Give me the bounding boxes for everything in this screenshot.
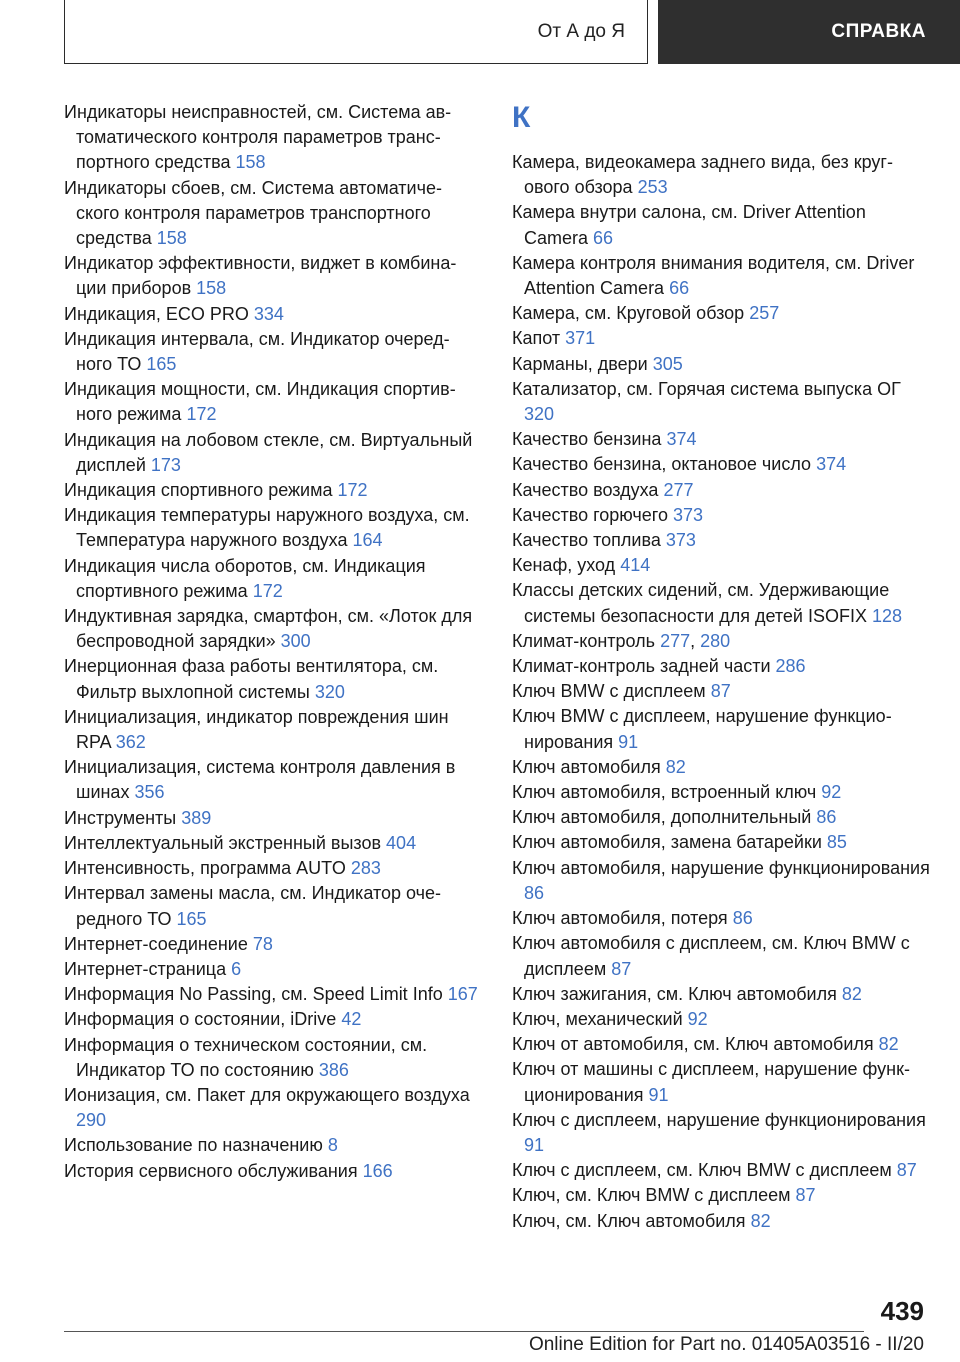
page-reference-link[interactable]: 82: [878, 1034, 899, 1055]
index-entry-text: Качество бензина: [512, 429, 662, 450]
index-entry-text: Индикация интервала, см. Индикатор очередного ТО: [64, 328, 450, 375]
index-entry: [512, 528, 930, 553]
header-section-title: От А до Я: [537, 20, 625, 42]
index-entry: [64, 302, 479, 327]
page-reference-link[interactable]: 82: [750, 1210, 771, 1231]
index-list-right: [512, 150, 930, 1234]
footer-edition: Online Edition for Part no. 01405A03516 - II/20: [528, 1334, 924, 1355]
index-entry-text: Ключ, см. Ключ BMW с дисплеем: [512, 1185, 791, 1206]
index-entry-text: Ключ автомобиля, встроенный ключ: [512, 782, 817, 803]
page-reference-link[interactable]: 91: [618, 731, 639, 752]
index-entry: [64, 654, 479, 704]
page-reference-link[interactable]: 158: [196, 278, 227, 299]
page-reference-link[interactable]: 158: [156, 228, 187, 249]
section-letter: К: [512, 101, 531, 134]
index-entry-text: Инерционная фаза работы вентилятора, см. Фильтр выхлопной системы: [64, 656, 439, 702]
index-entry-text: Ионизация, см. Пакет для окружающего воздуха: [64, 1084, 470, 1105]
index-entry: [64, 1159, 479, 1184]
page-reference-link[interactable]: 164: [352, 530, 383, 551]
index-entry: [64, 377, 479, 427]
index-entry: [512, 427, 930, 452]
index-entry-text: Ключ зажигания, см. Ключ автомобиля: [512, 983, 837, 1004]
index-entry: [512, 1108, 930, 1158]
index-entry-text: Индикация спортивного режима: [64, 480, 333, 501]
index-entry-text: Качество воздуха: [512, 479, 659, 500]
index-entry: [64, 327, 479, 377]
index-entry-text: Индуктивная зарядка, смартфон, см. «Лоток для беспроводной зарядки»: [64, 606, 473, 652]
index-entry: [512, 452, 930, 477]
index-entry: [64, 957, 479, 982]
index-entry: [512, 906, 930, 931]
page-reference-link[interactable]: 165: [176, 908, 207, 929]
page-reference-link[interactable]: 87: [611, 958, 632, 979]
index-entry: [64, 755, 479, 805]
index-entry: [64, 1083, 479, 1133]
footer-divider: [64, 1331, 864, 1332]
page-reference-link[interactable]: 334: [253, 303, 284, 324]
index-entry-text: Климат-контроль: [512, 630, 656, 651]
index-entry-text: Качество бензина, октановое число: [512, 454, 812, 475]
index-entry-text: Ключ с дисплеем, нарушение функционирования: [512, 1109, 926, 1130]
index-entry: [64, 1033, 479, 1083]
index-entry: [512, 200, 930, 250]
index-entry: [512, 150, 930, 200]
page-reference-link[interactable]: 305: [652, 353, 683, 374]
index-entry-text: Ключ от машины с дисплеем, нарушение функционирования: [512, 1059, 910, 1105]
page-reference-link[interactable]: 371: [565, 328, 596, 349]
index-entry: [512, 553, 930, 578]
index-entry-text: Камера внутри салона, см. Driver Attention Camera: [512, 202, 866, 248]
index-entry: [512, 1007, 930, 1032]
page-reference-link[interactable]: 87: [896, 1160, 917, 1181]
index-entry: [64, 428, 479, 478]
index-entry-text: Индикаторы неисправностей, см. Система автоматического контроля параметров транспортного средства: [64, 102, 452, 173]
index-entry-text: Использование по назначению: [64, 1135, 323, 1156]
index-entry: [512, 578, 930, 628]
page-reference-link[interactable]: 373: [673, 504, 704, 525]
page-reference-link[interactable]: 66: [593, 227, 614, 248]
index-entry-text: Камера, см. Круговой обзор: [512, 303, 745, 324]
index-entry: [512, 755, 930, 780]
index-entry-text: Ключ, механический: [512, 1008, 683, 1029]
page-reference-link[interactable]: 374: [666, 429, 697, 450]
index-entry-text: Катализатор, см. Горячая система выпуска ОГ: [512, 378, 901, 399]
page-reference-link[interactable]: 86: [816, 807, 837, 828]
index-entry: [512, 830, 930, 855]
index-entry-text: Индикатор эффективности, виджет в комбинации приборов: [64, 253, 457, 299]
index-entry: [64, 831, 479, 856]
index-entry: [512, 982, 930, 1007]
index-column-left: [64, 100, 479, 1184]
page-reference-link[interactable]: 85: [826, 832, 847, 853]
index-entry: [512, 679, 930, 704]
page-reference-link[interactable]: 257: [749, 303, 780, 324]
index-entry-text: Ключ с дисплеем, см. Ключ BMW с дисплеем: [512, 1160, 892, 1181]
page-reference-link[interactable]: 404: [386, 832, 417, 853]
index-entry: [512, 805, 930, 830]
index-entry-text: Ключ от автомобиля, см. Ключ автомобиля: [512, 1034, 874, 1055]
index-entry-text: Ключ автомобиля, замена батарейки: [512, 832, 822, 853]
index-entry: [512, 1057, 930, 1107]
page-reference-link[interactable]: 78: [252, 933, 273, 954]
index-entry-text: Классы детских сидений, см. Удерживающие системы безопасности для детей ISOFIX: [512, 580, 890, 626]
index-entry-text: Ключ автомобиля с дисплеем, см. Ключ BMW с дисплеем: [512, 933, 910, 979]
index-entry: [64, 176, 479, 252]
page-reference-link[interactable]: 91: [648, 1084, 669, 1105]
index-entry-text: Информация о состоянии, iDrive: [64, 1009, 337, 1030]
index-entry: [64, 1007, 479, 1032]
page-reference-link[interactable]: 374: [816, 454, 847, 475]
index-entry: [64, 806, 479, 831]
page-reference-link[interactable]: 82: [665, 756, 686, 777]
index-entry-text: Ключ автомобиля: [512, 756, 661, 777]
index-entry: [64, 100, 479, 176]
page-reference-link[interactable]: 42: [341, 1009, 362, 1030]
index-entry: [64, 503, 479, 553]
page-reference-link[interactable]: 86: [732, 908, 753, 929]
page-reference-link[interactable]: 389: [181, 807, 212, 828]
page-reference-link[interactable]: 280: [700, 630, 731, 651]
index-entry-text: Ключ автомобиля, дополнительный: [512, 807, 812, 828]
index-entry-text: Индикация температуры наружного воздуха, см. Температура наружного воздуха: [64, 505, 470, 551]
index-entry-text: Качество горючего: [512, 504, 668, 525]
index-entry: [64, 251, 479, 301]
index-entry-text: Индикация, ECO PRO: [64, 303, 249, 324]
index-entry: [512, 326, 930, 351]
index-entry-text: История сервисного обслуживания: [64, 1160, 358, 1181]
index-entry: [64, 604, 479, 654]
page-reference-link[interactable]: 166: [362, 1160, 393, 1181]
header-tab[interactable]: [658, 0, 960, 64]
index-entry: [512, 780, 930, 805]
page-reference-link[interactable]: 300: [280, 631, 311, 652]
page-reference-link[interactable]: 172: [337, 480, 368, 501]
index-entry-text: Климат-контроль задней части: [512, 656, 771, 677]
page-reference-link[interactable]: 373: [665, 530, 696, 551]
index-entry-text: Кенаф, уход: [512, 555, 616, 576]
index-entry-text: Камера контроля внимания водителя, см. Driver Attention Camera: [512, 252, 915, 299]
index-entry: [64, 1133, 479, 1158]
page-reference-link[interactable]: 92: [821, 782, 842, 803]
index-entry: [64, 856, 479, 881]
index-entry-text: Интеллектуальный экстренный вызов: [64, 832, 382, 853]
page-reference-link[interactable]: 86: [524, 882, 545, 903]
index-entry: [64, 705, 479, 755]
index-entry-text: Инициализация, индикатор повреждения шин RPA: [64, 706, 449, 753]
page-reference-link[interactable]: 320: [314, 681, 345, 702]
index-entry-text: Информация о техническом состоянии, см. Индикатор ТО по состоянию: [64, 1034, 428, 1080]
index-entry: [512, 478, 930, 503]
page-reference-link[interactable]: 165: [146, 354, 177, 375]
index-entry-text: Индикаторы сбоев, см. Система автоматического контроля параметров транспортного средства: [64, 177, 442, 249]
page-reference-link[interactable]: 82: [841, 983, 862, 1004]
page-reference-link[interactable]: 87: [795, 1185, 816, 1206]
page-reference-link[interactable]: 414: [620, 555, 651, 576]
index-entry: [64, 478, 479, 503]
index-entry: [64, 881, 479, 931]
page-reference-link[interactable]: 286: [775, 656, 806, 677]
index-entry: [64, 554, 479, 604]
page-reference-link[interactable]: 6: [231, 958, 242, 979]
index-entry-text: Инициализация, система контроля давления в шинах: [64, 757, 456, 803]
index-entry-text: Ключ автомобиля, потеря: [512, 908, 728, 929]
index-entry-text: Интервал замены масла, см. Индикатор очередного ТО: [64, 883, 442, 929]
page-reference-link[interactable]: 386: [318, 1059, 349, 1080]
index-entry-text: Инструменты: [64, 807, 177, 828]
index-entry-text: Ключ BMW с дисплеем, нарушение функционирования: [512, 706, 892, 752]
index-entry: [512, 931, 930, 981]
page-reference-link[interactable]: 173: [150, 454, 181, 475]
page-reference-link[interactable]: 277: [660, 630, 691, 651]
page-number: 439: [880, 1296, 924, 1326]
index-entry: [512, 1209, 930, 1234]
index-entry: [512, 503, 930, 528]
page-reference-link[interactable]: 290: [76, 1110, 107, 1131]
index-entry: [512, 856, 930, 906]
page-reference-link[interactable]: 362: [115, 732, 146, 753]
index-entry: [512, 301, 930, 326]
index-entry-text: Капот: [512, 328, 561, 349]
page-reference-link[interactable]: 128: [872, 605, 903, 626]
page-reference-link[interactable]: 283: [350, 858, 381, 879]
page-reference-link[interactable]: 356: [134, 782, 165, 803]
index-entry: [512, 1158, 930, 1183]
page-reference-link[interactable]: 320: [524, 404, 555, 425]
page-reference-link[interactable]: 66: [669, 278, 690, 299]
index-entry: [64, 982, 479, 1007]
index-entry-text: Камера, видеокамера заднего вида, без кругового обзора: [512, 152, 893, 198]
index-entry-text: Интенсивность, программа AUTO: [64, 858, 346, 879]
index-entry-text: Интернет-страница: [64, 958, 227, 979]
index-entry: [512, 352, 930, 377]
header-section-box: [64, 0, 648, 64]
index-entry-text: Индикация на лобовом стекле, см. Виртуальный дисплей: [64, 429, 473, 475]
index-entry-text: Индикация числа оборотов, см. Индикация спортивного режима: [64, 555, 426, 601]
page-reference-link[interactable]: 158: [235, 152, 266, 173]
page-reference-link[interactable]: 92: [687, 1008, 708, 1029]
index-entry: [512, 251, 930, 301]
page-reference-link[interactable]: 87: [710, 681, 731, 702]
index-entry: [64, 932, 479, 957]
index-entry-text: Информация No Passing, см. Speed Limit Info: [64, 984, 443, 1005]
page-reference-link[interactable]: 167: [447, 984, 478, 1005]
page-reference-link[interactable]: 172: [252, 580, 283, 601]
index-entry: Климат-контроль 277, 280: [512, 630, 731, 651]
page-reference-link[interactable]: 91: [524, 1134, 545, 1155]
index-entry-text: Интернет-соединение: [64, 933, 248, 954]
index-entry-text: Качество топлива: [512, 530, 661, 551]
index-entry: [512, 654, 930, 679]
index-entry: [512, 377, 930, 427]
index-entry-text: Карманы, двери: [512, 353, 648, 374]
header-tab-label: СПРАВКА: [831, 21, 926, 42]
index-entry: [512, 704, 930, 754]
index-entry-text: Ключ, см. Ключ автомобиля: [512, 1210, 746, 1231]
page-reference-link[interactable]: 172: [186, 404, 217, 425]
index-entry: [512, 1032, 930, 1057]
index-entry: [512, 1183, 930, 1208]
index-entry-text: Индикация мощности, см. Индикация спортивного режима: [64, 379, 456, 425]
page-reference-link[interactable]: 253: [637, 177, 668, 198]
page-reference-link[interactable]: 277: [663, 479, 694, 500]
index-entry-text: Ключ BMW с дисплеем: [512, 681, 706, 702]
index-entry-text: Ключ автомобиля, нарушение функционирования: [512, 857, 930, 878]
page-reference-link[interactable]: 8: [327, 1135, 338, 1156]
index-column-right: [512, 100, 930, 1234]
